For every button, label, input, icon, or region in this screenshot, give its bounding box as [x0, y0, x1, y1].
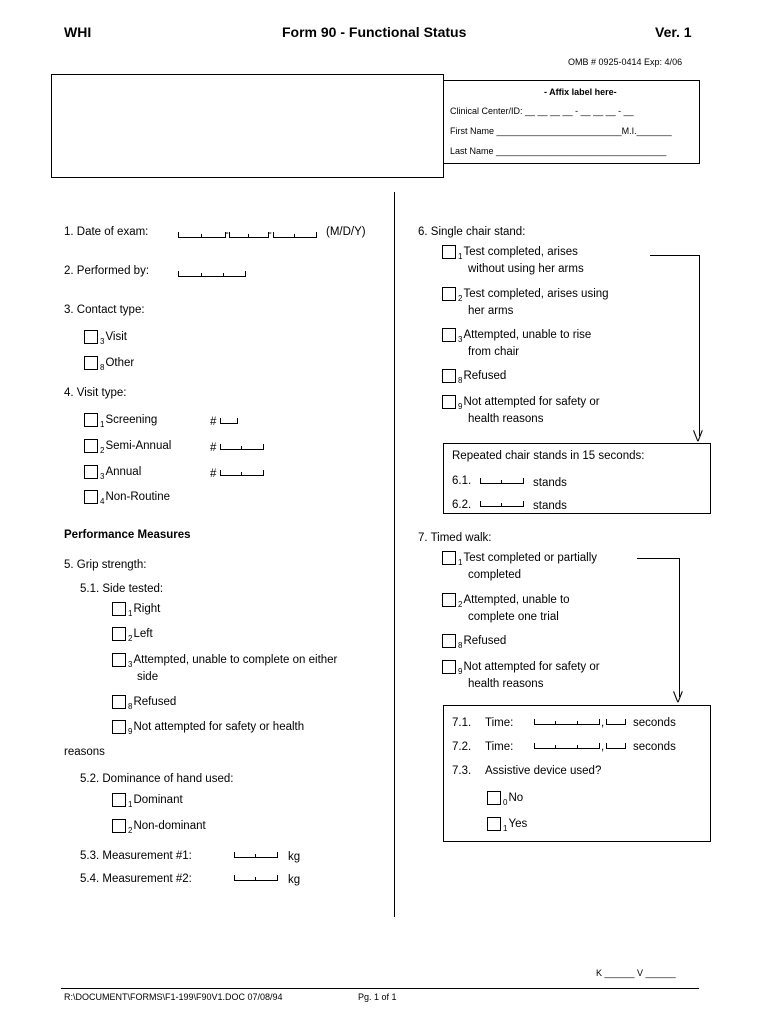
last-name-field[interactable]: Last Name __________________________________: [450, 146, 667, 156]
not-attempted-grip-checkbox[interactable]: [112, 720, 126, 734]
org-name: WHI: [64, 24, 92, 40]
q5-1-label: 5.1. Side tested:: [80, 583, 164, 595]
q6-arrow-v: [699, 255, 700, 436]
q6-arrow-head: ⋁: [693, 428, 703, 442]
annual-checkbox[interactable]: [84, 465, 98, 479]
q7-arrow-h: [637, 558, 680, 559]
timed-walk-box: 7.1. Time: , seconds 7.2. Time: , seconds 7.3. Assistive device used? $_0$No $_1$Yes: [443, 705, 711, 842]
first-name-field[interactable]: First Name _________________________M.I._______: [450, 126, 672, 136]
non-dominant-checkbox[interactable]: [112, 819, 126, 833]
annual-number-field[interactable]: [220, 470, 264, 476]
clinical-center-field[interactable]: Clinical Center/ID: __ __ __ __ - __ __ __ - __: [450, 106, 634, 116]
label-heading: - Affix label here-: [544, 87, 617, 97]
walk-completed-checkbox[interactable]: [442, 551, 456, 565]
date-format: (M/D/Y): [326, 226, 366, 238]
q6-label: 6. Single chair stand:: [418, 226, 526, 238]
measurement-1-field[interactable]: [234, 852, 278, 858]
day-field[interactable]: [229, 232, 269, 238]
walk-refused-checkbox[interactable]: [442, 634, 456, 648]
time-2-decimal-field[interactable]: [606, 743, 626, 749]
left-checkbox[interactable]: [112, 627, 126, 641]
q7-arrow-head: ⋁: [673, 689, 683, 703]
non-routine-checkbox[interactable]: [84, 490, 98, 504]
chair-stands-2-field[interactable]: [480, 501, 524, 507]
chair-stands-1-field[interactable]: [480, 478, 524, 484]
walk-not-attempted-checkbox[interactable]: [442, 660, 456, 674]
q7-arrow-v: [679, 558, 680, 697]
attempted-grip-checkbox[interactable]: [112, 653, 126, 667]
q5-3-label: 5.3. Measurement #1:: [80, 850, 192, 862]
chair-attempted-checkbox[interactable]: [442, 328, 456, 342]
time-1-decimal-field[interactable]: [606, 719, 626, 725]
kv-codes: K ______ V ______: [596, 968, 676, 978]
annual-label: Annual: [105, 466, 142, 478]
q5-label: 5. Grip strength:: [64, 559, 147, 571]
form-version: Ver. 1: [655, 24, 692, 40]
screening-checkbox[interactable]: [84, 413, 98, 427]
month-field[interactable]: [178, 232, 226, 238]
visit-label: Visit: [105, 331, 127, 343]
screening-label: Screening: [105, 414, 158, 426]
form-title: Form 90 - Functional Status: [282, 24, 467, 40]
footer-rule: [61, 988, 699, 989]
q7-label: 7. Timed walk:: [418, 532, 492, 544]
assist-no-checkbox[interactable]: [487, 791, 501, 805]
other-checkbox[interactable]: [84, 356, 98, 370]
label-box: [443, 80, 700, 164]
chair-refused-checkbox[interactable]: [442, 369, 456, 383]
right-checkbox[interactable]: [112, 602, 126, 616]
column-divider: [394, 192, 395, 917]
q5-4-label: 5.4. Measurement #2:: [80, 873, 192, 885]
chair-completed-no-arms-checkbox[interactable]: [442, 245, 456, 259]
q4-label: 4. Visit type:: [64, 387, 127, 399]
time-2-whole-field[interactable]: [534, 743, 600, 749]
q1-label: 1. Date of exam:: [64, 226, 149, 238]
chair-completed-arms-checkbox[interactable]: [442, 287, 456, 301]
refused-grip-checkbox[interactable]: [112, 695, 126, 709]
q6-arrow-h: [650, 255, 700, 256]
section-heading: Performance Measures: [64, 529, 191, 541]
q5-2-label: 5.2. Dominance of hand used:: [80, 773, 234, 785]
page-number: Pg. 1 of 1: [358, 992, 397, 1002]
performed-by-field[interactable]: [178, 271, 246, 277]
year-field[interactable]: [273, 232, 317, 238]
chair-stands-box: Repeated chair stands in 15 seconds: 6.1. stands 6.2. stands: [443, 443, 711, 514]
measurement-2-field[interactable]: [234, 875, 278, 881]
assist-yes-checkbox[interactable]: [487, 817, 501, 831]
dominant-checkbox[interactable]: [112, 793, 126, 807]
doc-path: R:\DOCUMENT\FORMS\F1-199\F90V1.DOC 07/08/94: [64, 992, 283, 1002]
semi-annual-checkbox[interactable]: [84, 439, 98, 453]
non-routine-label: Non-Routine: [105, 491, 171, 503]
blank-area: [51, 74, 444, 178]
semi-annual-number-field[interactable]: [220, 444, 264, 450]
screening-number-field[interactable]: [220, 418, 238, 424]
chair-not-attempted-checkbox[interactable]: [442, 395, 456, 409]
visit-checkbox[interactable]: [84, 330, 98, 344]
omb-number: OMB # 0925-0414 Exp: 4/06: [568, 57, 683, 67]
time-1-whole-field[interactable]: [534, 719, 600, 725]
q2-label: 2. Performed by:: [64, 265, 150, 277]
other-label: Other: [105, 357, 135, 369]
semi-annual-label: Semi-Annual: [105, 440, 172, 452]
q3-label: 3. Contact type:: [64, 304, 145, 316]
walk-attempted-checkbox[interactable]: [442, 593, 456, 607]
